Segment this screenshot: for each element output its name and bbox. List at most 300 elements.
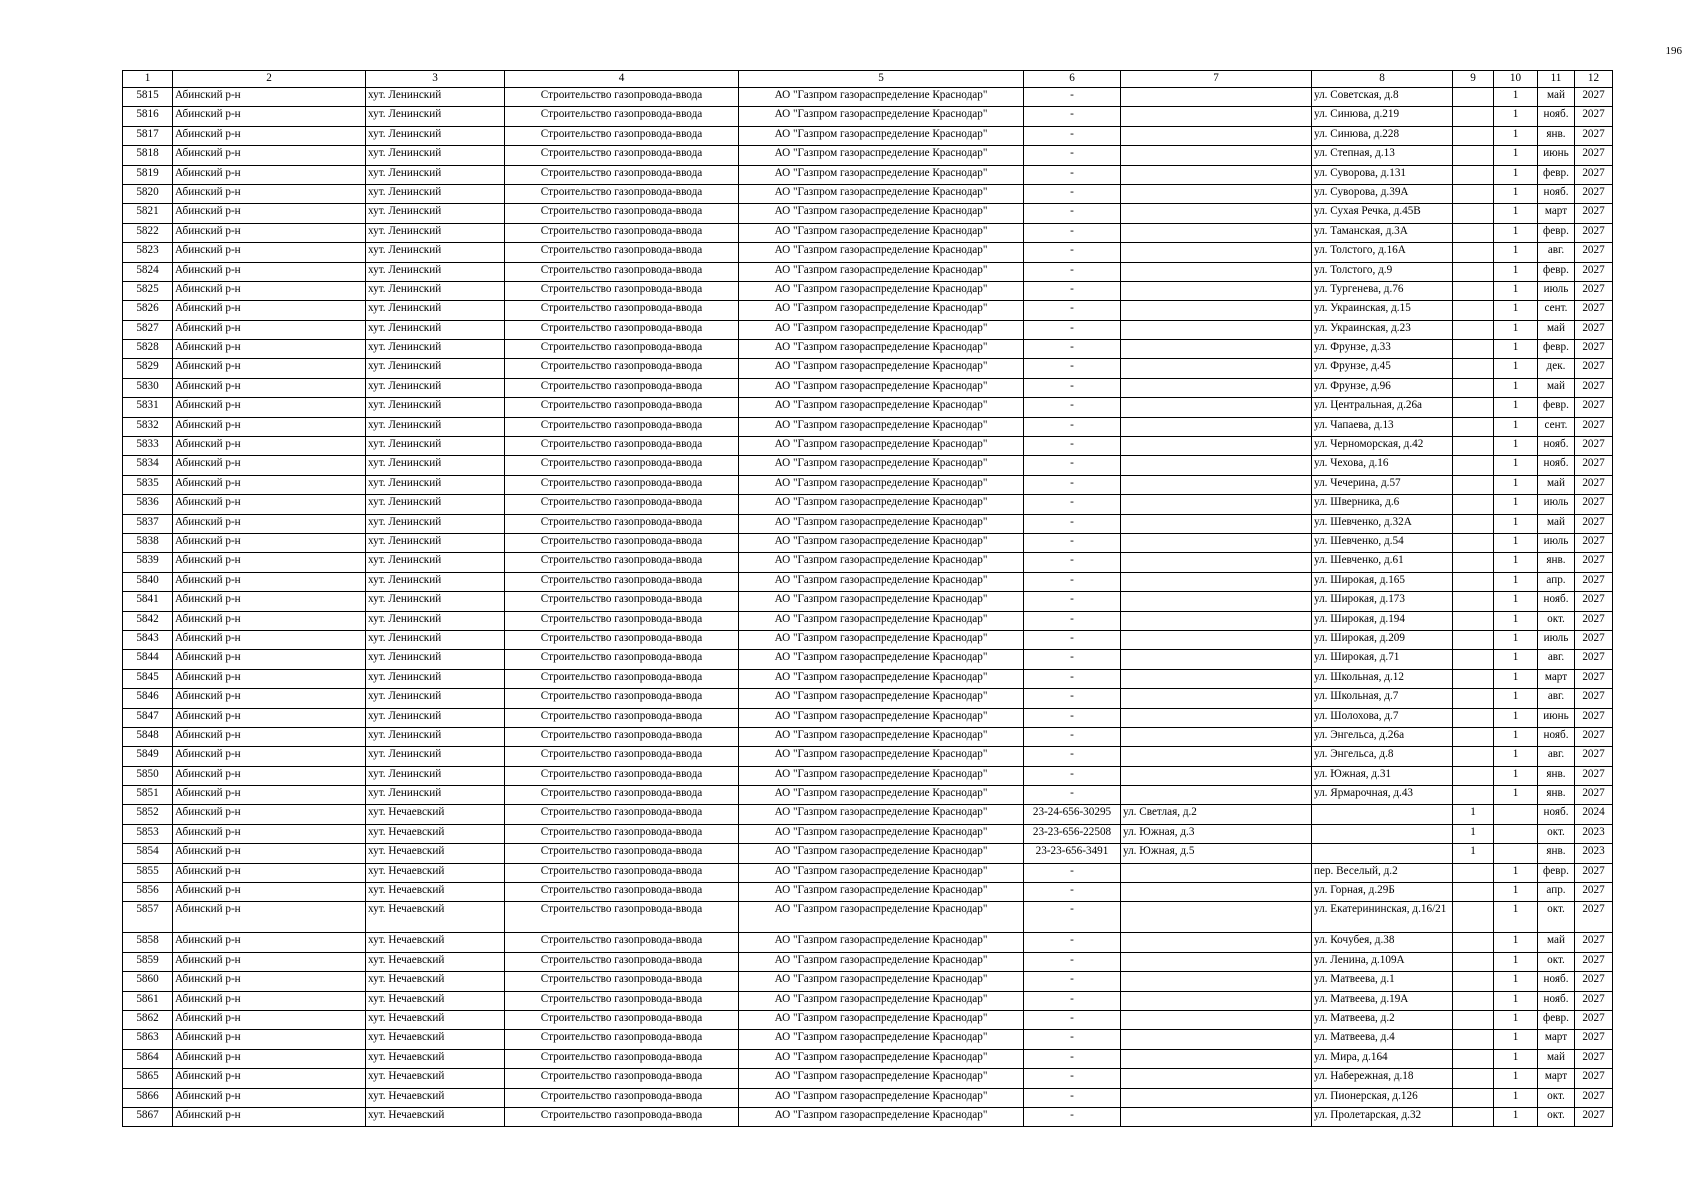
table-row [123,456,1613,475]
row-number: 5829 [123,359,173,378]
address-col8: ул. Украинская, д.15 [1312,301,1453,320]
row-number: 5861 [123,991,173,1010]
settlement: хут. Ленинский [366,281,505,300]
count-col9: 1 [1453,844,1494,863]
year: 2027 [1575,952,1613,971]
address-col8: ул. Чапаева, д.13 [1312,417,1453,436]
work-type: Строительство газопровода-ввода [505,689,739,708]
district: Абинский р-н [173,805,366,824]
count-col10: 1 [1494,572,1538,591]
cadastral-number: - [1024,320,1121,339]
cadastral-number: - [1024,708,1121,727]
month: нояб. [1538,727,1575,746]
address-col8: ул. Шевченко, д.32А [1312,514,1453,533]
cadastral-number: - [1024,1088,1121,1107]
month: март [1538,204,1575,223]
address-col7 [1121,902,1312,933]
cadastral-number: - [1024,972,1121,991]
year: 2027 [1575,883,1613,902]
district: Абинский р-н [173,689,366,708]
row-number: 5839 [123,553,173,572]
count-col10: 1 [1494,1107,1538,1126]
count-col10: 1 [1494,514,1538,533]
organization: АО "Газпром газораспределение Краснодар" [739,863,1024,882]
organization: АО "Газпром газораспределение Краснодар" [739,340,1024,359]
settlement: хут. Ленинский [366,417,505,436]
table-row [123,165,1613,184]
cadastral-number: 23-23-656-3491 [1024,844,1121,863]
organization: АО "Газпром газораспределение Краснодар" [739,107,1024,126]
month: апр. [1538,883,1575,902]
district: Абинский р-н [173,340,366,359]
address-col7 [1121,107,1312,126]
cadastral-number: - [1024,766,1121,785]
count-col10: 1 [1494,1069,1538,1088]
table-row [123,572,1613,591]
cadastral-number: - [1024,165,1121,184]
count-col10: 1 [1494,107,1538,126]
work-type: Строительство газопровода-ввода [505,933,739,952]
year: 2027 [1575,184,1613,203]
work-type: Строительство газопровода-ввода [505,281,739,300]
address-col7 [1121,495,1312,514]
count-col9 [1453,320,1494,339]
organization: АО "Газпром газораспределение Краснодар" [739,669,1024,688]
settlement: хут. Нечаевский [366,805,505,824]
settlement: хут. Ленинский [366,514,505,533]
count-col10: 1 [1494,592,1538,611]
table-row [123,223,1613,242]
organization: АО "Газпром газораспределение Краснодар" [739,1088,1024,1107]
settlement: хут. Ленинский [366,320,505,339]
count-col10: 1 [1494,88,1538,107]
organization: АО "Газпром газораспределение Краснодар" [739,88,1024,107]
work-type: Строительство газопровода-ввода [505,359,739,378]
district: Абинский р-н [173,320,366,339]
cadastral-number: - [1024,184,1121,203]
table-row [123,592,1613,611]
table-row [123,437,1613,456]
month: авг. [1538,747,1575,766]
row-number: 5848 [123,727,173,746]
count-col10: 1 [1494,281,1538,300]
district: Абинский р-н [173,650,366,669]
address-col8: ул. Школьная, д.12 [1312,669,1453,688]
count-col10: 1 [1494,727,1538,746]
organization: АО "Газпром газораспределение Краснодар" [739,378,1024,397]
year: 2027 [1575,553,1613,572]
organization: АО "Газпром газораспределение Краснодар" [739,933,1024,952]
settlement: хут. Ленинский [366,340,505,359]
work-type: Строительство газопровода-ввода [505,1088,739,1107]
cadastral-number: - [1024,650,1121,669]
address-col7 [1121,766,1312,785]
count-col10: 1 [1494,902,1538,933]
row-number: 5828 [123,340,173,359]
count-col10: 1 [1494,1088,1538,1107]
district: Абинский р-н [173,1088,366,1107]
cadastral-number: - [1024,437,1121,456]
address-col8: ул. Энгельса, д.8 [1312,747,1453,766]
count-col10: 1 [1494,204,1538,223]
work-type: Строительство газопровода-ввода [505,204,739,223]
district: Абинский р-н [173,991,366,1010]
count-col10: 1 [1494,883,1538,902]
cadastral-number: - [1024,1030,1121,1049]
month: март [1538,669,1575,688]
row-number: 5821 [123,204,173,223]
year: 2027 [1575,533,1613,552]
cadastral-number: - [1024,592,1121,611]
organization: АО "Газпром газораспределение Краснодар" [739,611,1024,630]
year: 2027 [1575,281,1613,300]
month: сент. [1538,301,1575,320]
address-col7 [1121,553,1312,572]
table-row [123,747,1613,766]
settlement: хут. Нечаевский [366,933,505,952]
organization: АО "Газпром газораспределение Краснодар" [739,991,1024,1010]
cadastral-number: - [1024,611,1121,630]
table-row [123,1088,1613,1107]
count-col9 [1453,786,1494,805]
address-col8: ул. Широкая, д.165 [1312,572,1453,591]
month: окт. [1538,1107,1575,1126]
year: 2027 [1575,301,1613,320]
cadastral-number: - [1024,1049,1121,1068]
cadastral-number: - [1024,88,1121,107]
district: Абинский р-н [173,398,366,417]
row-number: 5827 [123,320,173,339]
count-col10: 1 [1494,126,1538,145]
table-row [123,766,1613,785]
count-col9 [1453,340,1494,359]
settlement: хут. Ленинский [366,611,505,630]
district: Абинский р-н [173,630,366,649]
settlement: хут. Ленинский [366,689,505,708]
count-col10: 1 [1494,456,1538,475]
settlement: хут. Ленинский [366,107,505,126]
year: 2027 [1575,107,1613,126]
month: июль [1538,533,1575,552]
organization: АО "Газпром газораспределение Краснодар" [739,1030,1024,1049]
row-number: 5826 [123,301,173,320]
cadastral-number: - [1024,689,1121,708]
organization: АО "Газпром газораспределение Краснодар" [739,398,1024,417]
column-header: 6 [1024,71,1121,88]
organization: АО "Газпром газораспределение Краснодар" [739,553,1024,572]
table-row [123,727,1613,746]
address-col8 [1312,805,1453,824]
address-col7 [1121,378,1312,397]
address-col8: ул. Матвеева, д.19А [1312,991,1453,1010]
row-number: 5834 [123,456,173,475]
address-col8: ул. Толстого, д.9 [1312,262,1453,281]
work-type: Строительство газопровода-ввода [505,972,739,991]
month: янв. [1538,553,1575,572]
district: Абинский р-н [173,1010,366,1029]
district: Абинский р-н [173,359,366,378]
address-col7: ул. Светлая, д.2 [1121,805,1312,824]
table-row [123,320,1613,339]
district: Абинский р-н [173,952,366,971]
work-type: Строительство газопровода-ввода [505,592,739,611]
work-type: Строительство газопровода-ввода [505,952,739,971]
organization: АО "Газпром газораспределение Краснодар" [739,320,1024,339]
count-col9 [1453,902,1494,933]
work-type: Строительство газопровода-ввода [505,514,739,533]
address-col8: ул. Степная, д.13 [1312,146,1453,165]
cadastral-number: - [1024,243,1121,262]
organization: АО "Газпром газораспределение Краснодар" [739,495,1024,514]
address-col7 [1121,184,1312,203]
organization: АО "Газпром газораспределение Краснодар" [739,165,1024,184]
work-type: Строительство газопровода-ввода [505,727,739,746]
address-col7 [1121,1030,1312,1049]
cadastral-number: - [1024,572,1121,591]
count-col9 [1453,456,1494,475]
settlement: хут. Ленинский [366,359,505,378]
cadastral-number: - [1024,786,1121,805]
cadastral-number: - [1024,107,1121,126]
month: янв. [1538,844,1575,863]
count-col9 [1453,437,1494,456]
work-type: Строительство газопровода-ввода [505,1030,739,1049]
address-col7 [1121,592,1312,611]
address-col8: ул. Школьная, д.7 [1312,689,1453,708]
address-col8: ул. Шверника, д.6 [1312,495,1453,514]
settlement: хут. Ленинский [366,262,505,281]
row-number: 5820 [123,184,173,203]
count-col9 [1453,727,1494,746]
organization: АО "Газпром газораспределение Краснодар" [739,824,1024,843]
count-col9 [1453,611,1494,630]
settlement: хут. Ленинский [366,475,505,494]
organization: АО "Газпром газораспределение Краснодар" [739,184,1024,203]
organization: АО "Газпром газораспределение Краснодар" [739,708,1024,727]
row-number: 5847 [123,708,173,727]
work-type: Строительство газопровода-ввода [505,475,739,494]
month: окт. [1538,824,1575,843]
row-number: 5815 [123,88,173,107]
month: окт. [1538,952,1575,971]
row-number: 5844 [123,650,173,669]
table-row [123,933,1613,952]
column-header: 2 [173,71,366,88]
column-header: 8 [1312,71,1453,88]
organization: АО "Газпром газораспределение Краснодар" [739,204,1024,223]
address-col8: ул. Широкая, д.173 [1312,592,1453,611]
settlement: хут. Ленинский [366,533,505,552]
month: нояб. [1538,991,1575,1010]
address-col8: ул. Мира, д.164 [1312,1049,1453,1068]
count-col9 [1453,747,1494,766]
count-col10: 1 [1494,320,1538,339]
organization: АО "Газпром газораспределение Краснодар" [739,1107,1024,1126]
district: Абинский р-н [173,107,366,126]
address-col8: ул. Пионерская, д.126 [1312,1088,1453,1107]
work-type: Строительство газопровода-ввода [505,1107,739,1126]
cadastral-number: - [1024,359,1121,378]
settlement: хут. Нечаевский [366,824,505,843]
cadastral-number: - [1024,747,1121,766]
address-col8: ул. Широкая, д.71 [1312,650,1453,669]
address-col7 [1121,1088,1312,1107]
month: авг. [1538,650,1575,669]
count-col9 [1453,1049,1494,1068]
address-col7 [1121,972,1312,991]
month: февр. [1538,863,1575,882]
table-row [123,514,1613,533]
table-row [123,533,1613,552]
table-row [123,991,1613,1010]
organization: АО "Газпром газораспределение Краснодар" [739,902,1024,933]
settlement: хут. Нечаевский [366,1069,505,1088]
count-col9 [1453,708,1494,727]
table-row [123,146,1613,165]
work-type: Строительство газопровода-ввода [505,398,739,417]
table-row [123,204,1613,223]
month: март [1538,1069,1575,1088]
table-row [123,398,1613,417]
work-type: Строительство газопровода-ввода [505,650,739,669]
count-col10: 1 [1494,708,1538,727]
cadastral-number: - [1024,1107,1121,1126]
table-row [123,952,1613,971]
year: 2027 [1575,1030,1613,1049]
count-col9 [1453,359,1494,378]
table-row [123,107,1613,126]
count-col10: 1 [1494,398,1538,417]
organization: АО "Газпром газораспределение Краснодар" [739,592,1024,611]
row-number: 5863 [123,1030,173,1049]
work-type: Строительство газопровода-ввода [505,805,739,824]
year: 2027 [1575,1069,1613,1088]
organization: АО "Газпром газораспределение Краснодар" [739,126,1024,145]
count-col10: 1 [1494,952,1538,971]
year: 2027 [1575,747,1613,766]
table-row [123,88,1613,107]
cadastral-number: - [1024,727,1121,746]
district: Абинский р-н [173,378,366,397]
work-type: Строительство газопровода-ввода [505,553,739,572]
address-col8: ул. Ленина, д.109А [1312,952,1453,971]
row-number: 5831 [123,398,173,417]
count-col10: 1 [1494,669,1538,688]
register-table [122,70,1613,1127]
month: май [1538,514,1575,533]
address-col7 [1121,359,1312,378]
table-row [123,340,1613,359]
count-col9 [1453,88,1494,107]
settlement: хут. Ленинский [366,437,505,456]
settlement: хут. Нечаевский [366,883,505,902]
address-col8: ул. Матвеева, д.1 [1312,972,1453,991]
year: 2027 [1575,572,1613,591]
year: 2027 [1575,417,1613,436]
column-header: 9 [1453,71,1494,88]
table-row [123,689,1613,708]
count-col9 [1453,514,1494,533]
address-col7 [1121,952,1312,971]
address-col8: ул. Набережная, д.18 [1312,1069,1453,1088]
year: 2027 [1575,475,1613,494]
row-number: 5835 [123,475,173,494]
count-col10: 1 [1494,437,1538,456]
address-col7 [1121,514,1312,533]
cadastral-number: - [1024,204,1121,223]
table-row [123,1107,1613,1126]
year: 2027 [1575,88,1613,107]
address-col8: ул. Чехова, д.16 [1312,456,1453,475]
year: 2027 [1575,456,1613,475]
address-col7 [1121,630,1312,649]
organization: АО "Газпром газораспределение Краснодар" [739,727,1024,746]
organization: АО "Газпром газораспределение Краснодар" [739,223,1024,242]
year: 2027 [1575,630,1613,649]
year: 2027 [1575,1010,1613,1029]
address-col7 [1121,991,1312,1010]
row-number: 5845 [123,669,173,688]
district: Абинский р-н [173,592,366,611]
year: 2027 [1575,689,1613,708]
month: июль [1538,630,1575,649]
work-type: Строительство газопровода-ввода [505,863,739,882]
row-number: 5833 [123,437,173,456]
address-col7 [1121,572,1312,591]
year: 2027 [1575,146,1613,165]
cadastral-number: - [1024,533,1121,552]
district: Абинский р-н [173,669,366,688]
row-number: 5851 [123,786,173,805]
district: Абинский р-н [173,514,366,533]
settlement: хут. Нечаевский [366,952,505,971]
year: 2027 [1575,262,1613,281]
work-type: Строительство газопровода-ввода [505,824,739,843]
row-number: 5836 [123,495,173,514]
count-col10: 1 [1494,359,1538,378]
cadastral-number: - [1024,146,1121,165]
month: май [1538,88,1575,107]
count-col10: 1 [1494,165,1538,184]
settlement: хут. Нечаевский [366,902,505,933]
table-row [123,844,1613,863]
count-col9 [1453,933,1494,952]
table-body [123,88,1613,1127]
table-row [123,708,1613,727]
row-number: 5859 [123,952,173,971]
row-number: 5860 [123,972,173,991]
table-row [123,378,1613,397]
year: 2027 [1575,514,1613,533]
address-col8: ул. Пролетарская, д.32 [1312,1107,1453,1126]
row-number: 5867 [123,1107,173,1126]
organization: АО "Газпром газораспределение Краснодар" [739,805,1024,824]
address-col7: ул. Южная, д.5 [1121,844,1312,863]
cadastral-number: - [1024,630,1121,649]
work-type: Строительство газопровода-ввода [505,107,739,126]
address-col7 [1121,650,1312,669]
count-col10: 1 [1494,650,1538,669]
district: Абинский р-н [173,223,366,242]
settlement: хут. Ленинский [366,727,505,746]
month: июнь [1538,708,1575,727]
month: нояб. [1538,437,1575,456]
organization: АО "Газпром газораспределение Краснодар" [739,437,1024,456]
settlement: хут. Нечаевский [366,1049,505,1068]
count-col10: 1 [1494,184,1538,203]
work-type: Строительство газопровода-ввода [505,747,739,766]
district: Абинский р-н [173,88,366,107]
